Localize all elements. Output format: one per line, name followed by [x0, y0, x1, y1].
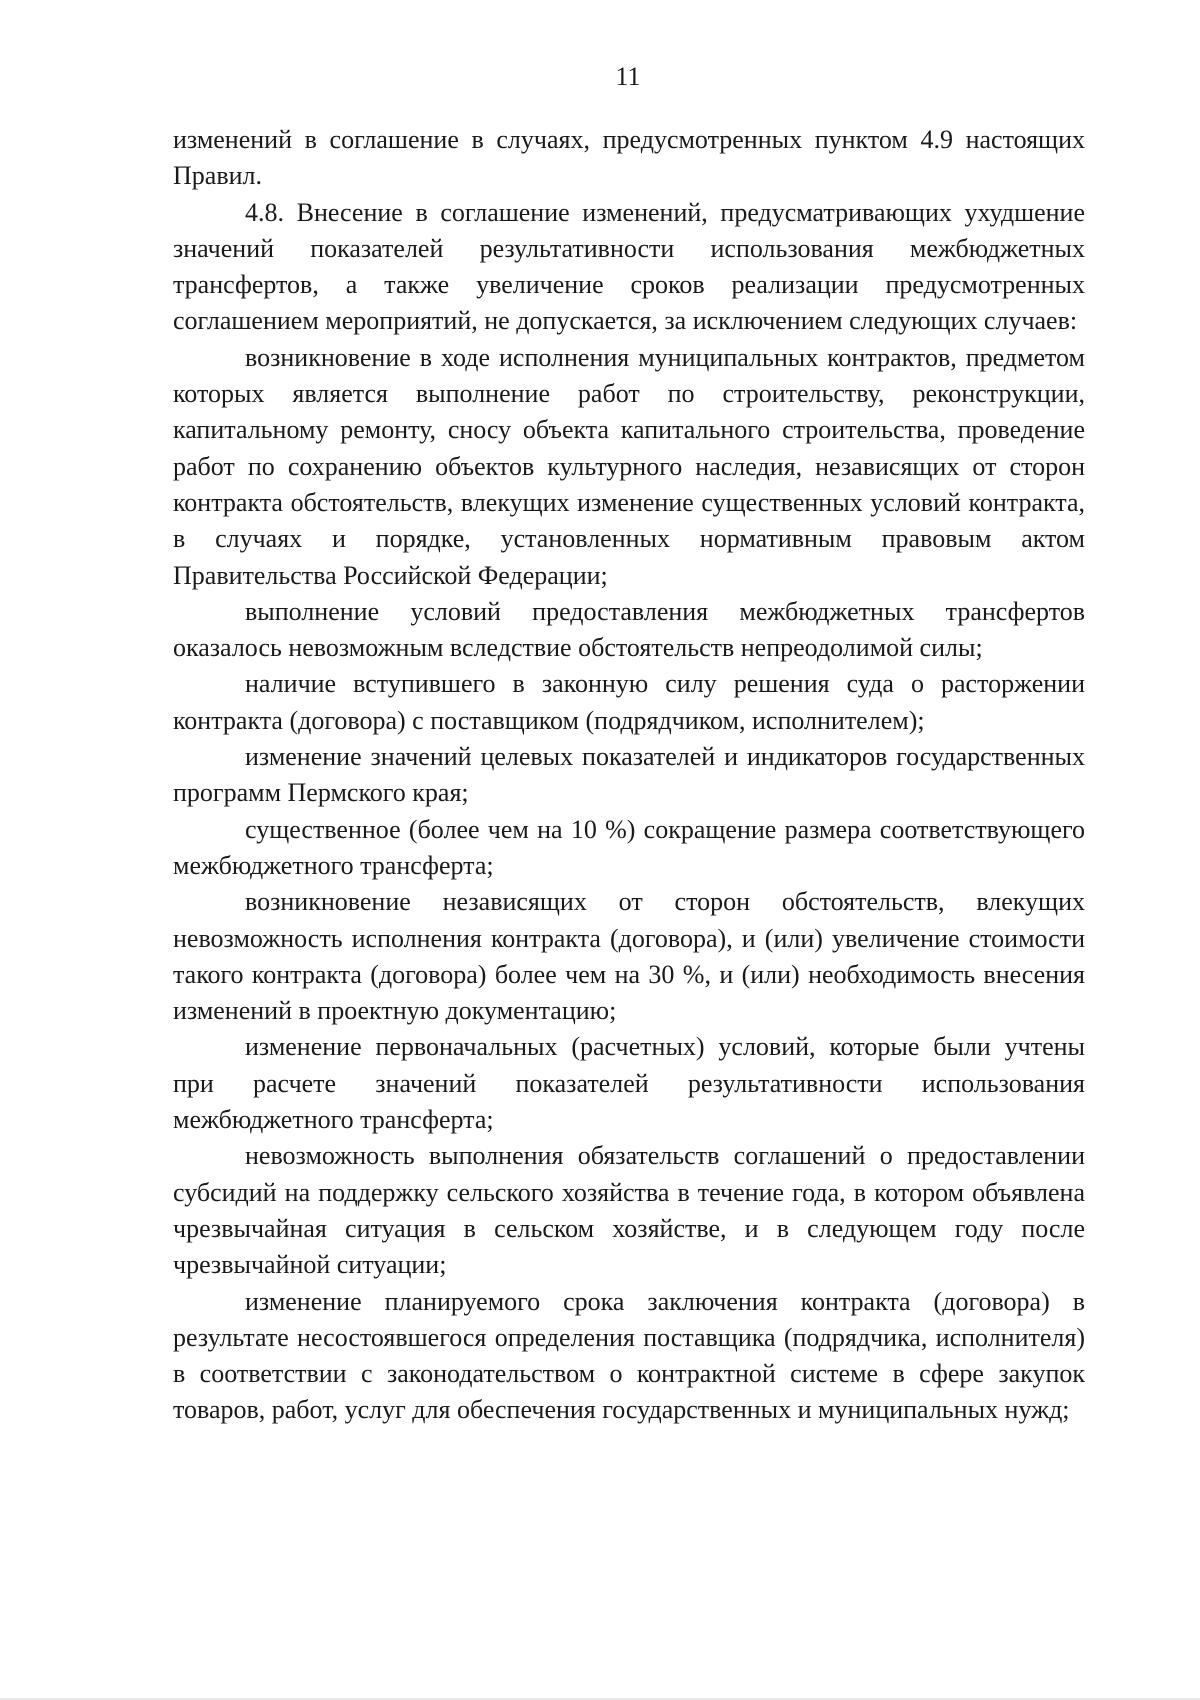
document-body [173, 122, 1085, 1429]
paragraph-case-6: возникновение независящих от сторон обстоятельств, влекущих невозможность исполнения контракта (договора), и (или) увеличение стоимости такого контракта (договора) более чем на 30 %, и (или) необходимость внесения изменений в проектную документацию; [173, 887, 1085, 1026]
paragraph-case-8: невозможность выполнения обязательств соглашений о предоставлении субсидий на поддержку сельского хозяйства в течение года, в котором объявлена чрезвычайная ситуация в сельском хозяйстве, и в следующем году после чрезвычайной ситуации; [173, 1141, 1085, 1280]
paragraph-case-4: изменение значений целевых показателей и индикаторов государственных программ Пермского края; [173, 742, 1085, 808]
paragraph-case-7: изменение первоначальных (расчетных) условий, которые были учтены при расчете значений показателей результативности использования межбюджетного трансферта; [173, 1032, 1085, 1135]
paragraph-case-1: возникновение в ходе исполнения муниципальных контрактов, предметом которых является выполнение работ по строительству, реконструкции, капитальному ремонту, сносу объекта капитального строительства, проведение работ по сохранению объектов культурного наследия, независящих от сторон контракта обстоятельств, влекущих изменение существенных условий контракта, в случаях и порядке, установленных нормативным правовым актом Правительства Российской Федерации; [173, 342, 1085, 590]
paragraph-case-5: существенное (более чем на 10 %) сокращение размера соответствующего межбюджетного трансферта; [173, 814, 1085, 880]
page-number: 11 [615, 62, 641, 91]
paragraph-case-9: изменение планируемого срока заключения контракта (договора) в результате несостоявшегося определения поставщика (подрядчика, исполнителя) в соответствии с законодательством о контрактной системе в сфере закупок товаров, работ, услуг для обеспечения государственных и муниципальных нужд; [173, 1286, 1085, 1425]
paragraph-case-2: выполнение условий предоставления межбюджетных трансфертов оказалось невозможным вследствие обстоятельств непреодолимой силы; [173, 596, 1085, 663]
paragraph-clause-4-8: 4.8. Внесение в соглашение изменений, предусматривающих ухудшение значений показателей результативности использования межбюджетных трансфертов, а также увеличение сроков реализации предусмотренных соглашением мероприятий, не допускается, за исключением следующих случаев: [173, 197, 1085, 336]
paragraph-continuation: изменений в соглашение в случаях, предусмотренных пунктом 4.9 настоящих Правил. [173, 125, 1085, 191]
paragraph-case-3: наличие вступившего в законную силу решения суда о расторжении контракта (договора) с поставщиком (подрядчиком, исполнителем); [173, 669, 1085, 735]
